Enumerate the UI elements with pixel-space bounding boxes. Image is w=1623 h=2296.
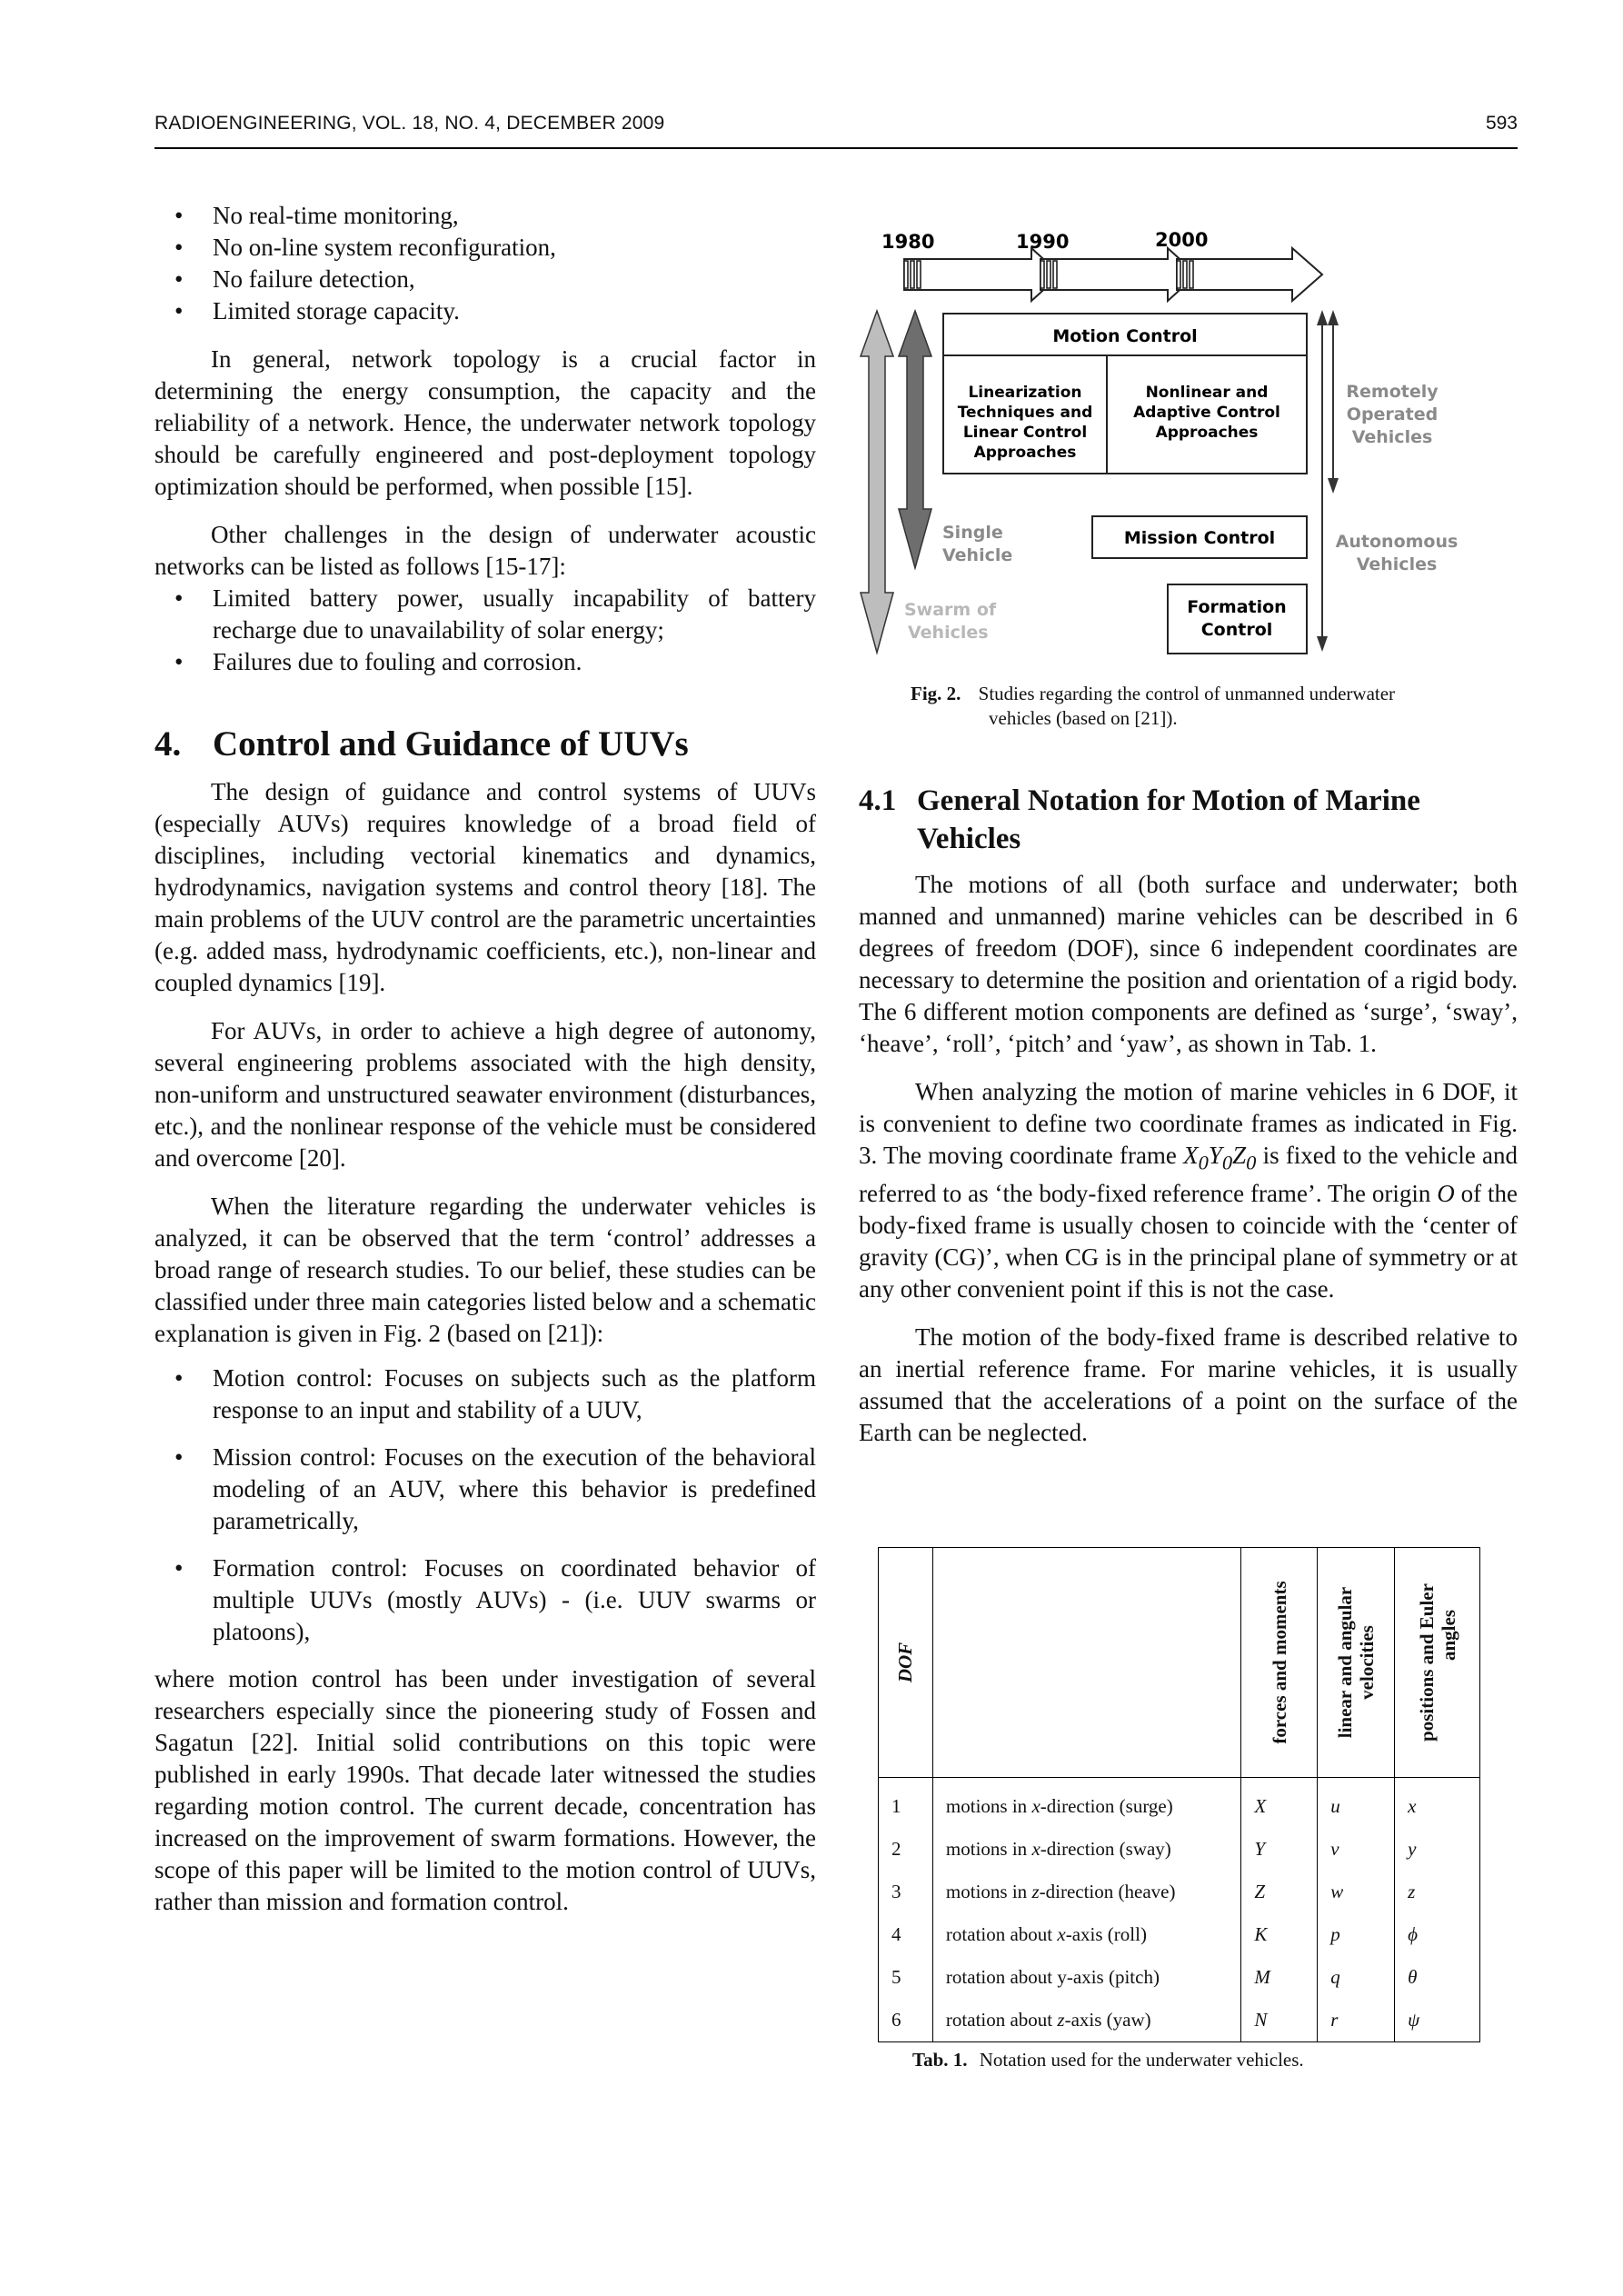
header-dof: DOF: [879, 1548, 933, 1778]
running-header: [154, 107, 1518, 149]
mission-control-label: Mission Control: [1123, 528, 1276, 548]
paragraph-autonomy: For AUVs, in order to achieve a high degree of autonomy, several engineering problems associated with the high density, non-uniform and unstructured seawater environment (disturbances, etc.), and the nonlinear response of the vehicle must be considered and overcome [20].: [154, 1017, 816, 1172]
year-label: 1980: [881, 231, 935, 253]
nonlinear-control-label: Nonlinear and: [1145, 384, 1269, 402]
force-symbol-cell: K: [1241, 1913, 1318, 1956]
control-categories-list: [154, 1363, 816, 1648]
position-symbol-cell: ϕ: [1395, 1913, 1480, 1956]
single-vehicle-arrow: [899, 311, 931, 568]
position-symbol-cell: x: [1395, 1778, 1480, 1829]
challenges-list: [154, 583, 816, 678]
formation-control-label: Control: [1200, 620, 1273, 640]
page-number: 593: [1485, 113, 1518, 134]
table-row: [879, 1956, 1480, 1999]
table-row: [879, 1828, 1480, 1871]
limitations-list: [154, 200, 816, 327]
position-symbol-cell: θ: [1395, 1956, 1480, 1999]
subsection-heading: [859, 782, 1518, 858]
year-label: 2000: [1155, 229, 1209, 251]
formation-control-label: Formation: [1187, 597, 1287, 617]
swarm-vehicles-label: Swarm of: [904, 600, 997, 620]
paragraph-literature: When the literature regarding the underwater vehicles is analyzed, it can be observed that the term ‘control’ addresses a broad range of research studies. To our belief, these studies can be classified under three main categories listed below and a schematic explanation is given in Fig. 2 (based on [21]):: [154, 1193, 816, 1347]
figure-caption: [911, 682, 1395, 731]
dof-cell: 3: [879, 1871, 933, 1913]
subsection-title: General Notation for Motion of Marine: [917, 784, 1420, 817]
velocity-symbol-cell: r: [1318, 1999, 1395, 2042]
subsection-title: Vehicles: [917, 823, 1021, 855]
paragraph-frames: When analyzing the motion of marine vehicles in 6 DOF, it is convenient to define two coordinate frames as indicated in Fig. 3. The moving coordinate frame $X_0Y_0Z_0$ is fixed to the vehicle and referred to as ‘the body-fixed reference frame’. The origin O of the body-fixed frame is usually chosen to coincide with the ‘center of gravity (CG)’, when CG is in the principal plane of symmetry or at any other convenient point if this is not the case.: [859, 1078, 1518, 1303]
paragraph-challenges: Other challenges in the design of underwater acoustic networks can be listed as follows [15-17]:: [154, 521, 816, 580]
position-symbol-cell: y: [1395, 1828, 1480, 1871]
timeline-arrow-1990: [1041, 248, 1197, 301]
notation-table: [878, 1547, 1480, 2042]
section-title: Control and Guidance of UUVs: [213, 724, 689, 764]
position-symbol-cell: z: [1395, 1871, 1480, 1913]
list-item: • Limited storage capacity.: [154, 295, 816, 327]
origin-symbol: O: [1437, 1180, 1455, 1208]
paragraph-dof: The motions of all (both surface and underwater; both manned and unmanned) marine vehicles can be described in 6 degrees of freedom (DOF), since 6 independent coordinates are necessary to determine the position and orientation of a rigid body. The 6 different motion components are defined as ‘surge’, ‘sway’, ‘heave’, ‘roll’, ‘pitch’ and ‘yaw’, as shown in Tab. 1.: [859, 871, 1518, 1057]
velocity-symbol-cell: v: [1318, 1828, 1395, 1871]
paragraph-design: The design of guidance and control systems of UUVs (especially AUVs) requires knowledge of a broad field of disciplines, including vectorial kinematics and dynamics, hydrodynamics, navigation systems and control theory [18]. The main problems of the UUV control are the parametric uncertainties (e.g. added mass, hydrodynamic coefficients, etc.), non-linear and coupled dynamics [19].: [154, 778, 816, 996]
motion-control-label: Motion Control: [1052, 326, 1198, 346]
figure-2: [859, 218, 1518, 664]
force-symbol-cell: M: [1241, 1956, 1318, 1999]
figure-caption-text: vehicles (based on [21]).: [989, 707, 1178, 729]
force-symbol-cell: Y: [1241, 1828, 1318, 1871]
header-positions: positions and Euler angles: [1395, 1548, 1480, 1778]
velocity-symbol-cell: u: [1318, 1778, 1395, 1829]
paragraph-inertial: The motion of the body-fixed frame is described relative to an inertial reference frame. For marine vehicles, it is usually assumed that the accelerations of a point on the surface of the Earth can be neglected.: [859, 1323, 1518, 1447]
motion-description-cell: motions in z-direction (heave): [932, 1871, 1240, 1913]
dof-cell: 1: [879, 1778, 933, 1829]
linear-control-label: Approaches: [973, 444, 1077, 462]
paragraph-motion-history: where motion control has been under investigation of several researchers especially since the pioneering study of Fossen and Sagatun [22]. Initial solid contributions on this topic were published in early 1990s. That decade later witnessed the studies regarding motion control. The current decade, concentration has increased on the improvement of swarm formations. However, the scope of this paper will be limited to the motion control of UUVs, rather than mission and formation control.: [154, 1665, 816, 1915]
figure-caption-label: Fig. 2.: [911, 683, 961, 704]
autonomous-vehicles-label: Vehicles: [1356, 554, 1438, 574]
single-vehicle-label: Single: [942, 523, 1003, 543]
single-vehicle-label: Vehicle: [942, 545, 1013, 565]
dof-cell: 4: [879, 1913, 933, 1956]
position-symbol-cell: ψ: [1395, 1999, 1480, 2042]
control-studies-diagram: [859, 218, 1518, 664]
table-row: [879, 1871, 1480, 1913]
swarm-vehicles-label: Vehicles: [908, 623, 989, 643]
dof-cell: 6: [879, 1999, 933, 2042]
remotely-operated-label: Vehicles: [1351, 427, 1433, 447]
journal-title: RADIOENGINEERING, VOL. 18, NO. 4, DECEMBER 2009: [154, 113, 665, 134]
subsection-number: 4.1: [859, 784, 897, 817]
table-row: [879, 1999, 1480, 2042]
remotely-operated-label: Operated: [1346, 404, 1439, 424]
header-velocities: linear and angular velocities: [1318, 1548, 1395, 1778]
list-item: • No failure detection,: [154, 264, 816, 295]
list-item: • Formation control: Focuses on coordinated behavior of multiple UUVs (mostly AUVs) - (i.e. UUV swarms or platoons),: [154, 1552, 816, 1648]
dof-cell: 5: [879, 1956, 933, 1999]
year-label: 1990: [1016, 231, 1070, 253]
table-caption: [912, 2049, 1304, 2071]
motion-description-cell: motions in x-direction (surge): [932, 1778, 1240, 1829]
dof-cell: 2: [879, 1828, 933, 1871]
velocity-symbol-cell: q: [1318, 1956, 1395, 1999]
table-header-row: [879, 1548, 1480, 1778]
linear-control-label: Linearization: [968, 384, 1082, 402]
list-item: • Limited battery power, usually incapability of battery recharge due to unavailability of solar energy;: [154, 583, 816, 646]
linear-control-label: Techniques and: [957, 404, 1093, 422]
list-item: • Failures due to fouling and corrosion.: [154, 646, 816, 678]
force-symbol-cell: Z: [1241, 1871, 1318, 1913]
remotely-operated-label: Remotely: [1346, 382, 1439, 402]
motion-description-cell: rotation about x-axis (roll): [932, 1913, 1240, 1956]
figure-caption-text: Studies regarding the control of unmanned underwater: [978, 683, 1396, 704]
nonlinear-control-label: Approaches: [1155, 424, 1259, 442]
formation-control-box: [1168, 584, 1307, 654]
velocity-symbol-cell: w: [1318, 1871, 1395, 1913]
table-row: [879, 1913, 1480, 1956]
left-column: [154, 200, 816, 1918]
swarm-vehicles-arrow: [861, 311, 893, 653]
motion-description-cell: rotation about y-axis (pitch): [932, 1956, 1240, 1999]
section-heading: [154, 724, 816, 765]
timeline-arrow-2000: [1177, 248, 1322, 301]
velocity-symbol-cell: p: [1318, 1913, 1395, 1956]
header-forces: forces and moments: [1241, 1548, 1318, 1778]
paragraph-topology: In general, network topology is a crucial factor in determining the energy consumption, the capacity and the reliability of a network. Hence, the underwater network topology should be carefully engineered and post-deployment topology optimization should be performed, when possible [15].: [154, 345, 816, 500]
section-number: 4.: [154, 724, 182, 764]
motion-description-cell: motions in x-direction (sway): [932, 1828, 1240, 1871]
timeline-arrow-1980: [904, 248, 1060, 301]
linear-control-label: Linear Control: [962, 424, 1088, 442]
list-item: • No real-time monitoring,: [154, 200, 816, 232]
frame-symbol: $X_0Y_0Z_0$: [1183, 1142, 1257, 1174]
list-item: • No on-line system reconfiguration,: [154, 232, 816, 264]
motion-description-cell: rotation about z-axis (yaw): [932, 1999, 1240, 2042]
nonlinear-control-label: Adaptive Control: [1133, 404, 1280, 422]
table-caption-label: Tab. 1.: [912, 2049, 968, 2071]
autonomous-vehicles-label: Autonomous: [1335, 532, 1459, 552]
list-item: • Mission control: Focuses on the execution of the behavioral modeling of an AUV, where this behavior is predefined parametrically,: [154, 1442, 816, 1537]
force-symbol-cell: X: [1241, 1778, 1318, 1829]
force-symbol-cell: N: [1241, 1999, 1318, 2042]
table-row: [879, 1778, 1480, 1829]
right-column: [859, 782, 1518, 1449]
header-description: [932, 1548, 1240, 1778]
table-caption-text: Notation used for the underwater vehicles.: [979, 2049, 1304, 2071]
list-item: • Motion control: Focuses on subjects such as the platform response to an input and stability of a UUV,: [154, 1363, 816, 1426]
